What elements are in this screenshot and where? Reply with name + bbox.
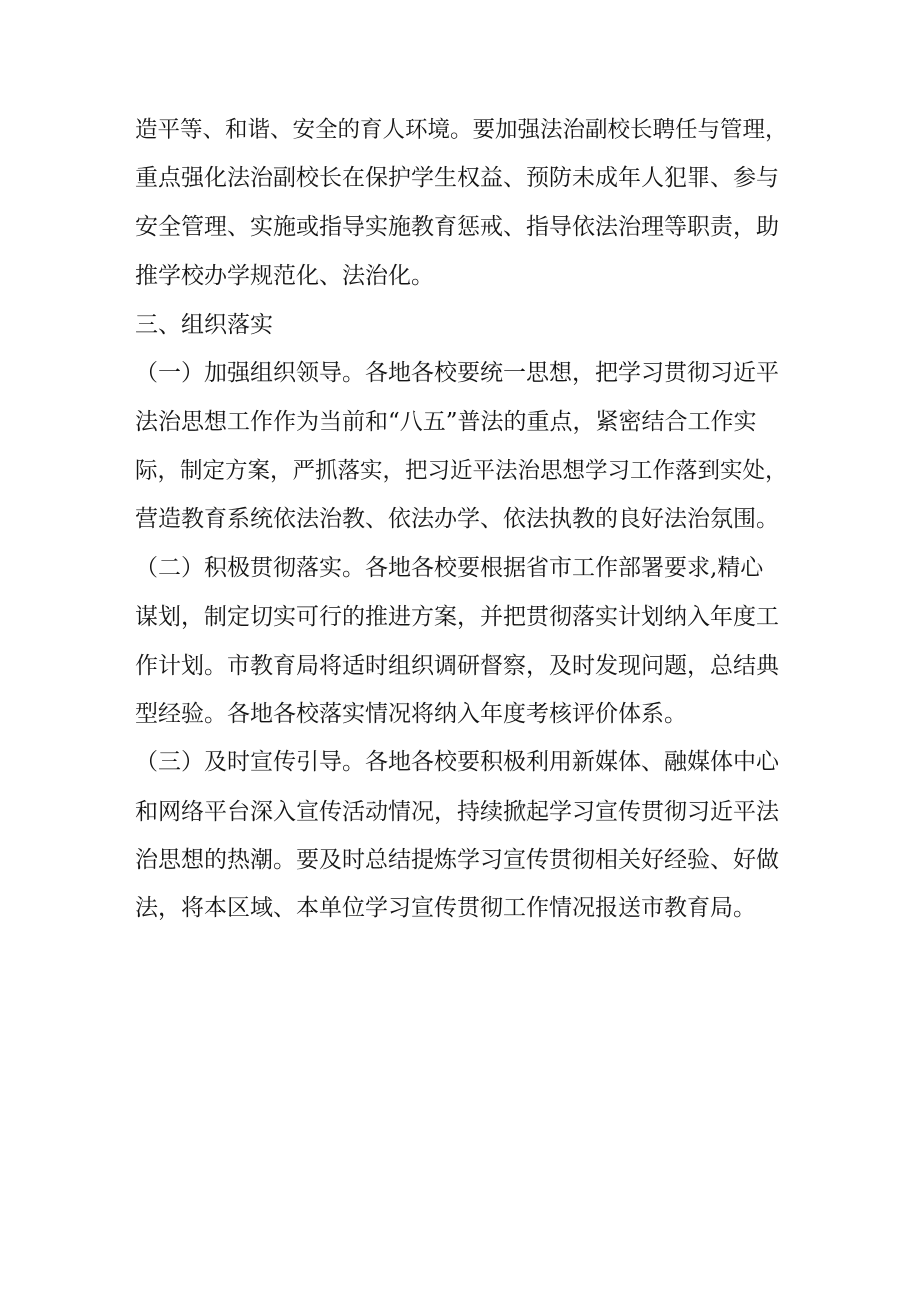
paragraph-line: 法，将本区域、本单位学习宣传贯彻工作情况报送市教育局。 <box>135 895 756 921</box>
paragraph-line: 法治思想工作作为当前和“八五”普法的重点，紧密结合工作实 <box>135 409 757 435</box>
paragraph-line: 推学校办学规范化、法治化。 <box>135 263 434 289</box>
paragraph-line: （二）积极贯彻落实。各地各校要根据省市工作部署要求,精心 <box>135 555 764 581</box>
paragraph-line: 造平等、和谐、安全的育人环境。要加强法治副校长聘任与管理， <box>135 117 788 143</box>
paragraph-line: 治思想的热潮。要及时总结提炼学习宣传贯彻相关好经验、好做 <box>135 847 779 873</box>
paragraph-line: 和网络平台深入宣传活动情况，持续掀起学习宣传贯彻习近平法 <box>135 799 779 825</box>
paragraph-line: 型经验。各地各校落实情况将纳入年度考核评价体系。 <box>135 701 687 727</box>
paragraph-line: 际，制定方案，严抓落实，把习近平法治思想学习工作落到实处， <box>135 458 788 484</box>
section-heading: 三、组织落实 <box>135 312 273 338</box>
paragraph-line: 谋划，制定切实可行的推进方案，并把贯彻落实计划纳入年度工 <box>135 604 779 630</box>
paragraph-line: （三）及时宣传引导。各地各校要积极利用新媒体、融媒体中心 <box>135 749 779 775</box>
paragraph-line: 作计划。市教育局将适时组织调研督察，及时发现问题，总结典 <box>135 653 779 679</box>
paragraph-line: （一）加强组织领导。各地各校要统一思想，把学习贯彻习近平 <box>135 360 779 386</box>
paragraph-line: 重点强化法治副校长在保护学生权益、预防未成年人犯罪、参与 <box>135 165 779 191</box>
paragraph-line: 安全管理、实施或指导实施教育惩戒、指导依法治理等职责，助 <box>135 214 779 240</box>
paragraph-line: 营造教育系统依法治教、依法办学、依法执教的良好法治氛围。 <box>135 506 779 532</box>
